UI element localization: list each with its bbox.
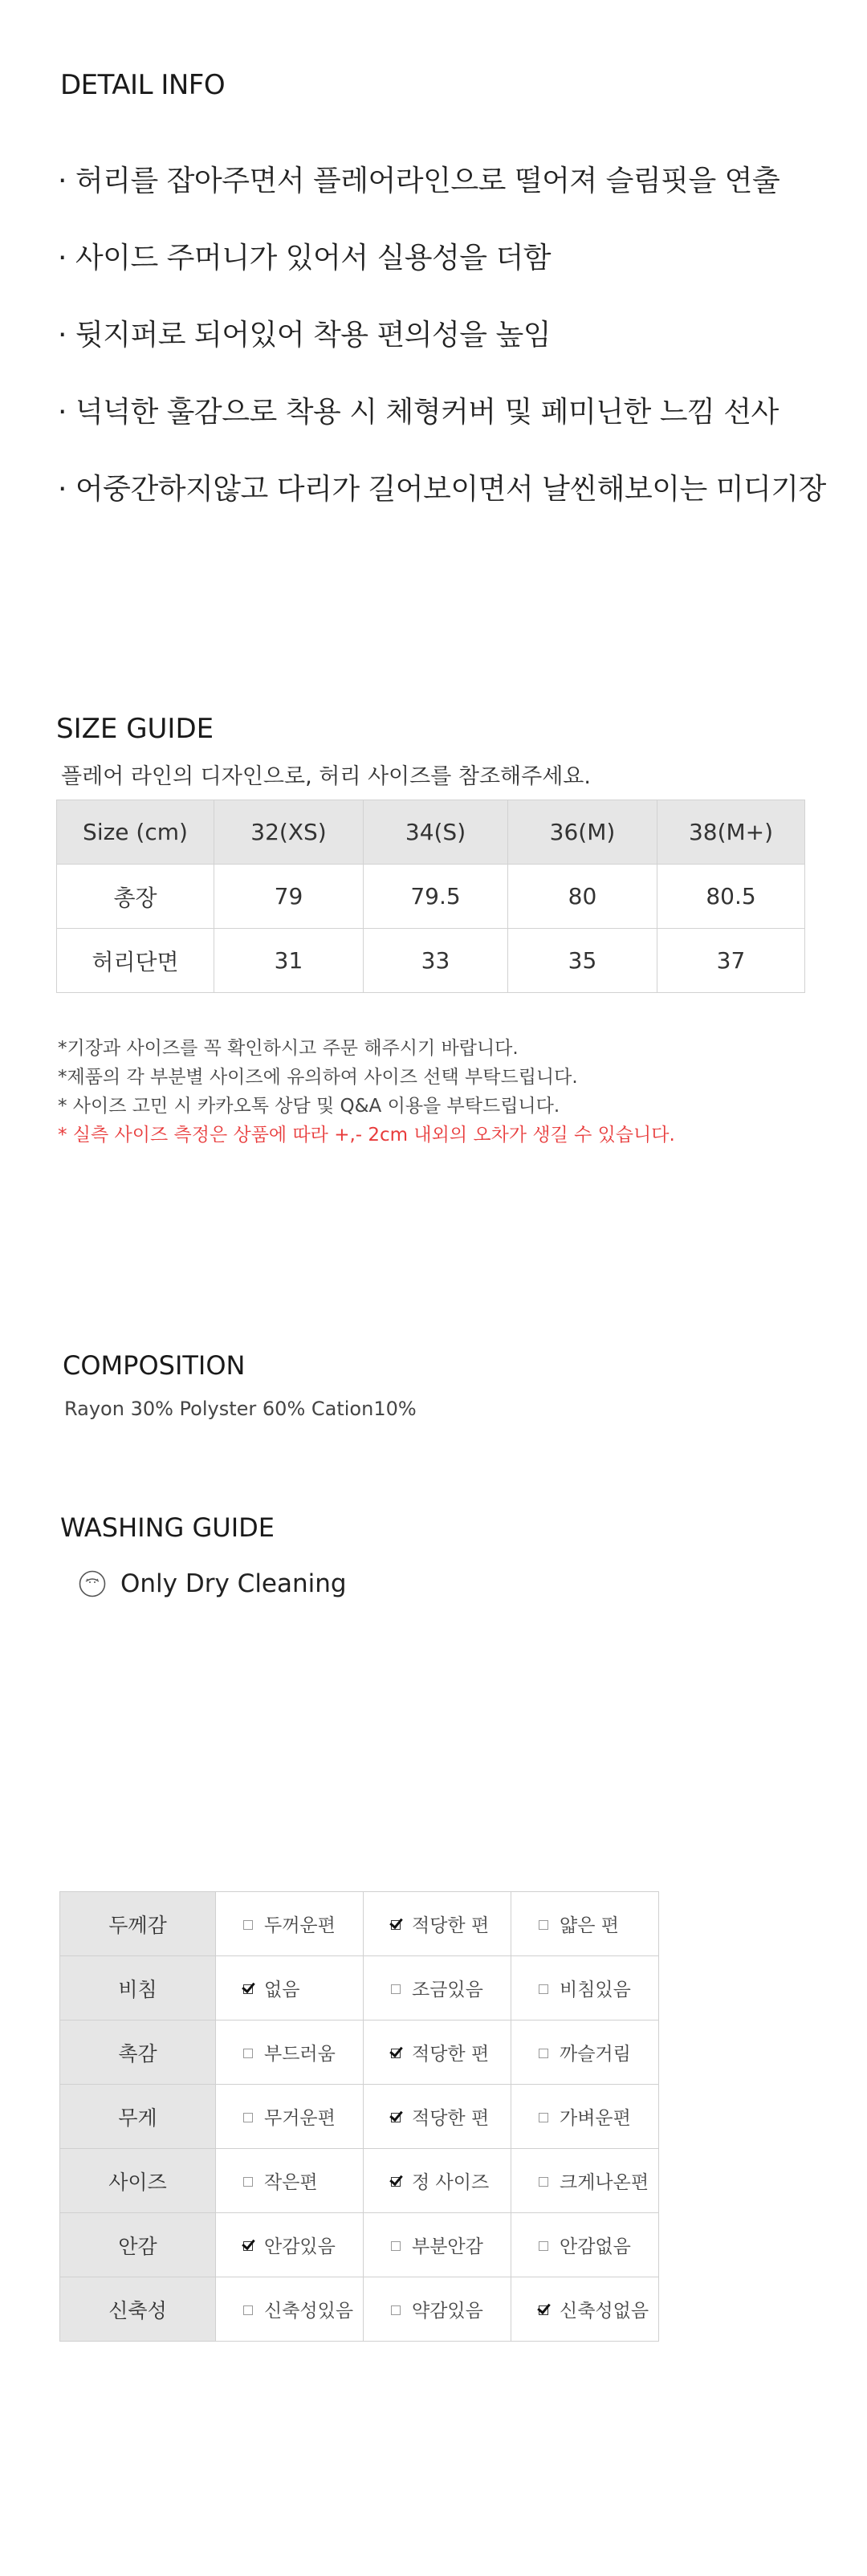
fabric-option	[364, 2277, 511, 2342]
size-header-cell: 38(M+)	[657, 800, 805, 865]
fabric-row-label: 비침	[60, 1956, 216, 2021]
size-header-cell: 36(M)	[508, 800, 657, 865]
fabric-option	[511, 2149, 659, 2213]
fabric-row-label: 사이즈	[60, 2149, 216, 2213]
fabric-option	[364, 2085, 511, 2149]
fabric-option-label: 가벼운편	[560, 2108, 631, 2129]
fabric-option	[216, 2213, 364, 2277]
fabric-option	[216, 2085, 364, 2149]
detail-info-title: DETAIL INFO	[60, 69, 226, 101]
fabric-option	[511, 1956, 659, 2021]
checked-checkbox-icon	[391, 2049, 401, 2058]
washing-label: Only Dry Cleaning	[120, 1569, 347, 1598]
size-cell: 80.5	[657, 865, 805, 929]
size-header-cell: 32(XS)	[214, 800, 364, 865]
size-cell: 31	[214, 929, 364, 993]
size-cell: 79.5	[364, 865, 508, 929]
size-note: * 사이즈 고민 시 카카오톡 상담 및 Q&A 이용을 부탁드립니다.	[58, 1096, 560, 1117]
size-warning: * 실측 사이즈 측정은 상품에 따라 +,- 2cm 내외의 오차가 생길 수 있습니다.	[58, 1125, 675, 1146]
fabric-option-label: 안감있음	[264, 2236, 336, 2257]
composition-title: COMPOSITION	[63, 1350, 246, 1381]
size-header-cell: 34(S)	[364, 800, 508, 865]
fabric-row-label: 안감	[60, 2213, 216, 2277]
fabric-option	[364, 2213, 511, 2277]
checked-checkbox-icon	[391, 1920, 401, 1930]
size-guide-title: SIZE GUIDE	[56, 713, 214, 745]
composition-text: Rayon 30% Polyster 60% Cation10%	[64, 1398, 417, 1420]
checkbox-icon	[391, 2241, 401, 2251]
checked-checkbox-icon	[243, 1984, 253, 1994]
size-table-header-row	[57, 800, 805, 865]
fabric-option	[364, 1956, 511, 2021]
fabric-option	[364, 2021, 511, 2085]
table-row	[60, 1892, 659, 1956]
size-cell: 37	[657, 929, 805, 993]
table-row	[60, 2149, 659, 2213]
fabric-option-label: 적당한 편	[412, 2108, 490, 2129]
checked-checkbox-icon	[391, 2177, 401, 2187]
washing-guide-title: WASHING GUIDE	[60, 1512, 275, 1543]
detail-item: · 어중간하지않고 다리가 길어보이면서 날씬해보이는 미디기장	[58, 473, 826, 506]
fabric-option	[216, 2149, 364, 2213]
checkbox-icon	[391, 2305, 401, 2315]
fabric-option-label: 얇은 편	[560, 1915, 619, 1936]
detail-item: · 뒷지퍼로 되어있어 착용 편의성을 높임	[58, 319, 552, 352]
fabric-option	[216, 2021, 364, 2085]
detail-item: · 허리를 잡아주면서 플레어라인으로 떨어져 슬림핏을 연출	[58, 165, 780, 197]
checked-checkbox-icon	[243, 2241, 253, 2251]
fabric-option-label: 안감없음	[560, 2236, 631, 2257]
checkbox-icon	[539, 2177, 548, 2187]
fabric-option	[511, 1892, 659, 1956]
fabric-option	[511, 2021, 659, 2085]
fabric-option-label: 무거운편	[264, 2108, 336, 2129]
table-row	[60, 2085, 659, 2149]
fabric-info-table	[59, 1891, 659, 2342]
fabric-row-label: 무게	[60, 2085, 216, 2149]
checkbox-icon	[539, 2049, 548, 2058]
checkbox-icon	[539, 2113, 548, 2122]
dry-cleaning-icon	[79, 1570, 106, 1597]
fabric-option	[364, 1892, 511, 1956]
table-row	[60, 2021, 659, 2085]
checkbox-icon	[539, 1984, 548, 1994]
size-guide-subtitle: 플레어 라인의 디자인으로, 허리 사이즈를 참조해주세요.	[61, 764, 591, 789]
fabric-option	[364, 2149, 511, 2213]
fabric-option	[511, 2213, 659, 2277]
size-row-label: 허리단면	[57, 929, 214, 993]
checkbox-icon	[539, 2241, 548, 2251]
fabric-option-label: 정 사이즈	[412, 2172, 490, 2193]
size-cell: 79	[214, 865, 364, 929]
checkbox-icon	[243, 1920, 253, 1930]
table-row	[57, 865, 805, 929]
fabric-option	[511, 2277, 659, 2342]
checkbox-icon	[243, 2113, 253, 2122]
detail-item: · 넉넉한 훌감으로 착용 시 체형커버 및 페미닌한 느낌 선사	[58, 396, 779, 429]
fabric-row-label: 촉감	[60, 2021, 216, 2085]
fabric-option-label: 조금있음	[412, 1980, 483, 2000]
size-notes	[58, 1034, 675, 1150]
checkbox-icon	[243, 2177, 253, 2187]
table-row	[57, 929, 805, 993]
size-header-cell: Size (cm)	[57, 800, 214, 865]
fabric-option-label: 약감있음	[412, 2301, 483, 2322]
fabric-option-label: 부드러움	[264, 2044, 336, 2065]
size-cell: 35	[508, 929, 657, 993]
size-note: *제품의 각 부분별 사이즈에 유의하여 사이즈 선택 부탁드립니다.	[58, 1067, 578, 1088]
size-cell: 80	[508, 865, 657, 929]
fabric-option-label: 없음	[264, 1980, 300, 2000]
size-cell: 33	[364, 929, 508, 993]
fabric-option	[216, 2277, 364, 2342]
fabric-option-label: 두꺼운편	[264, 1915, 336, 1936]
table-row	[60, 2277, 659, 2342]
fabric-option-label: 크게나온편	[560, 2172, 649, 2193]
fabric-option-label: 작은편	[264, 2172, 318, 2193]
checked-checkbox-icon	[391, 2113, 401, 2122]
fabric-option-label: 신축성없음	[560, 2301, 649, 2322]
fabric-option-label: 적당한 편	[412, 2044, 490, 2065]
detail-info-list	[58, 162, 826, 547]
size-table	[56, 800, 805, 993]
fabric-row-label: 신축성	[60, 2277, 216, 2342]
fabric-option-label: 비침있음	[560, 1980, 631, 2000]
fabric-option	[511, 2085, 659, 2149]
washing-item	[79, 1569, 347, 1598]
fabric-option	[216, 1892, 364, 1956]
checked-checkbox-icon	[539, 2305, 548, 2315]
table-row	[60, 1956, 659, 2021]
checkbox-icon	[243, 2049, 253, 2058]
fabric-option-label: 부분안감	[412, 2236, 483, 2257]
table-row	[60, 2213, 659, 2277]
fabric-option-label: 신축성있음	[264, 2301, 354, 2322]
fabric-option-label: 적당한 편	[412, 1915, 490, 1936]
detail-item: · 사이드 주머니가 있어서 실용성을 더함	[58, 242, 552, 275]
fabric-option-label: 까슬거림	[560, 2044, 631, 2065]
fabric-option	[216, 1956, 364, 2021]
checkbox-icon	[539, 1920, 548, 1930]
checkbox-icon	[243, 2305, 253, 2315]
size-row-label: 총장	[57, 865, 214, 929]
checkbox-icon	[391, 1984, 401, 1994]
fabric-row-label: 두께감	[60, 1892, 216, 1956]
size-note: *기장과 사이즈를 꼭 확인하시고 주문 해주시기 바랍니다.	[58, 1038, 519, 1059]
